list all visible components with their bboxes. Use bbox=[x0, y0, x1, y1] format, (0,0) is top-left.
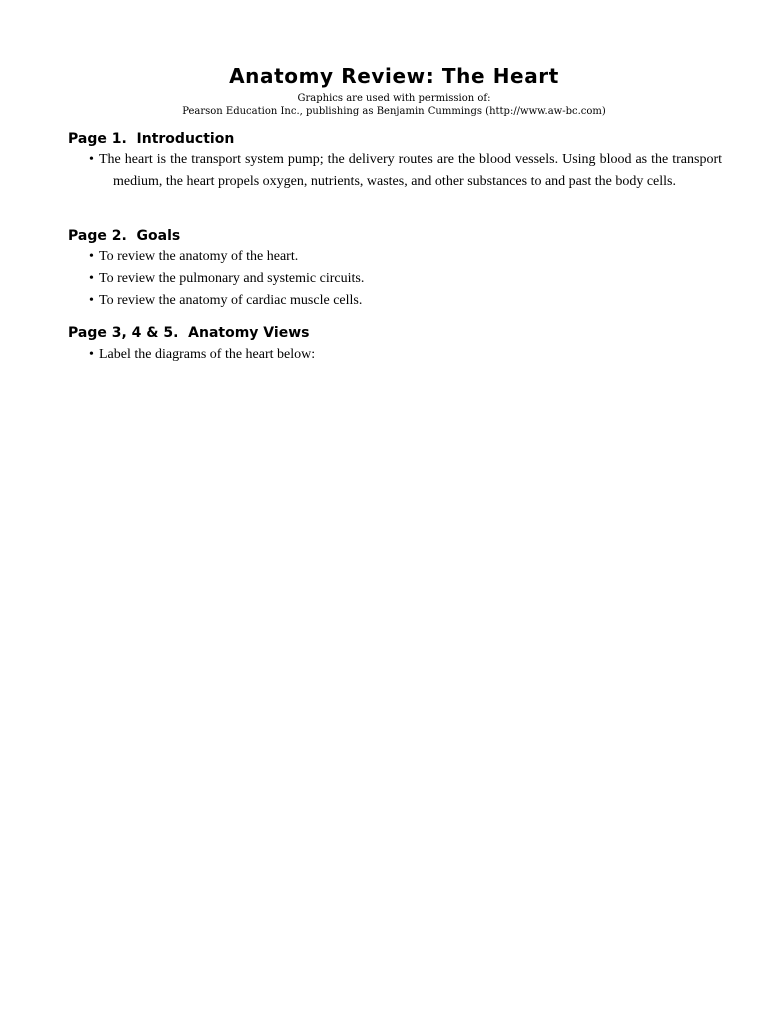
document-title: Anatomy Review: The Heart bbox=[229, 64, 559, 88]
goal-bullet bbox=[89, 290, 362, 312]
bullet-marker: • bbox=[89, 293, 94, 308]
bullet-marker: • bbox=[89, 271, 94, 286]
section-heading-anatomy-views: Page 3, 4 & 5. Anatomy Views bbox=[68, 325, 310, 341]
goal-bullet bbox=[89, 246, 298, 268]
bullet-text: To review the anatomy of the heart. bbox=[99, 249, 299, 264]
section-heading-introduction: Page 1. Introduction bbox=[68, 131, 235, 147]
bullet-text: To review the pulmonary and systemic circuits. bbox=[99, 271, 365, 286]
bullet-text: To review the anatomy of cardiac muscle cells. bbox=[99, 293, 363, 308]
credit-source-line: Pearson Education Inc., publishing as Benjamin Cummings (http://www.aw-bc.com) bbox=[182, 106, 606, 117]
bullet-text: The heart is the transport system pump; the delivery routes are the blood vessels. Using blood as the transport medium, the heart propels oxygen, nutrients, wastes, and other substances to and past the body cells. bbox=[99, 152, 722, 189]
bullet-text: Label the diagrams of the heart below: bbox=[99, 347, 316, 362]
bullet-marker: • bbox=[89, 347, 94, 362]
section-heading-goals: Page 2. Goals bbox=[68, 228, 181, 244]
goal-bullet bbox=[89, 268, 364, 290]
bullet-marker: • bbox=[89, 152, 94, 167]
credit-line: Graphics are used with permission of: bbox=[297, 93, 491, 104]
anatomy-views-bullet bbox=[89, 344, 315, 366]
bullet-marker: • bbox=[89, 249, 94, 264]
introduction-bullet bbox=[89, 149, 722, 193]
